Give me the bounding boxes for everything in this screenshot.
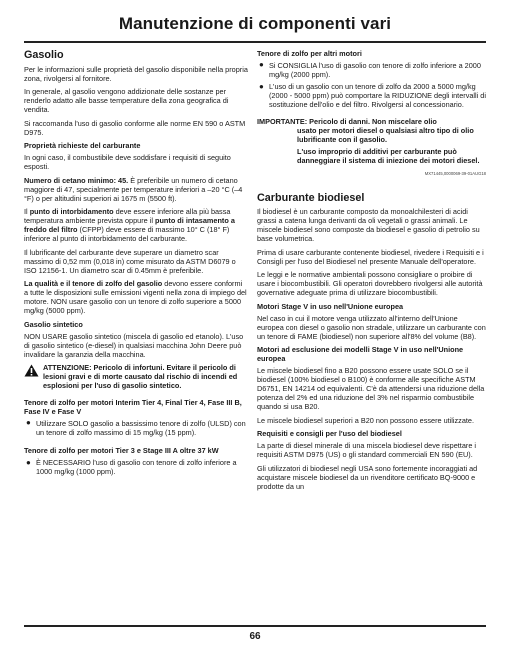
cetano-text: È preferibile un numero di cetano maggiore di 47, specialmente per temperature inferiori a –20 °C (–4 °F) o per altitudini superiori ai 1675 m (5500 ft).	[24, 175, 243, 203]
intorbidamento-bold-1: punto di intorbidamento	[29, 207, 114, 217]
warning-triangle-icon	[24, 364, 39, 379]
warning-block	[24, 363, 248, 390]
requisiti-paragraph-1: La parte di diesel minerale di una miscela biodiesel deve rispettare i requisiti ASTM D975 (US) o gli standard commerciali EN 590 (EU).	[257, 441, 477, 460]
intorbidamento-mid: deve essere inferiore alla più bassa temperatura ambiente prevista oppure il	[24, 207, 231, 226]
important-notice	[257, 117, 486, 166]
altri-bullet-1-text: Si CONSIGLIA l'uso di gasolio con tenore di zolfo inferiore a 2000 mg/kg (2000 ppm).	[269, 60, 481, 79]
zolfo-paragraph	[24, 279, 248, 315]
tier4-heading: Tenore di zolfo per motori Interim Tier 4, Final Tier 4, Fase III B, Fase IV e Fase V	[24, 397, 242, 416]
important-continuation: usato per motori diesel o qualsiasi altro tipo di olio lubrificante con il gasolio.	[297, 125, 474, 144]
biodiesel-paragraph-3: Le leggi e le normative ambientali possono consigliare o proibire di usare i biocombustibili. Gli operatori dovrebbero rivolgersi alle autorità governative adeguate prima di utilizzare biocombustibili.	[257, 270, 483, 298]
tier3-heading: Tenore di zolfo per motori Tier 3 e Stage III A oltre 37 kW	[24, 446, 219, 456]
reference-code: MX71445,0000069-39-01AUG18	[424, 170, 486, 176]
esclusione-heading: Motori ad esclusione dei modelli Stage V in uso nell'Unione europea	[257, 345, 464, 364]
proprieta-paragraph: In ogni caso, il combustibile deve soddisfare i requisiti di seguito esposti.	[24, 153, 231, 172]
tier4-bullet-text: Utilizzare SOLO gasolio a bassissimo tenore di zolfo (ULSD) con un tenore di zolfo massimo di 15 mg/kg (15 ppm).	[36, 418, 246, 437]
zolfo-text: devono essere conformi a tutte le disposizioni sulle emissioni vigenti nella zona di impiego del motore. NON usare gasolio con un tenore di zolfo superiore a 5000 mg/kg (5000 ppm).	[24, 279, 247, 316]
gasolio-paragraph-3: Si raccomanda l'uso di gasolio conforme alle norme EN 590 o ASTM D975.	[24, 118, 246, 137]
altri-bullet-1	[257, 61, 486, 79]
sintetico-paragraph: NON USARE gasolio sintetico (miscela di gasolio ed etanolo). L'uso di gasolio sintetico (e-diesel) in qualsiasi macchina John Deere può invalidare la garanzia della macchina.	[24, 331, 244, 359]
important-line-1: Pericolo di danni. Non miscelare olio	[307, 116, 437, 126]
gasolio-heading: Gasolio	[24, 49, 64, 61]
intorbidamento-rest: (CFPP) deve essere di massimo 10° C (18° F) inferiore al punto di intorbidamento del carburante.	[24, 225, 230, 244]
warning-text: ATTENZIONE: Pericolo di infortuni. Evitare il pericolo di lesioni gravi e di morte causato dal rischio di incendi ed esplosioni per l'uso di gasolio sintetico.	[43, 363, 238, 391]
intorbidamento-pre: Il	[24, 207, 30, 217]
right-column	[257, 49, 486, 495]
stage-v-paragraph: Nel caso in cui il motore venga utilizzato all'interno dell'Unione europea con diesel o gasolio non stradale, utilizzare un carburante con un tenore di FAME (biodiesel) non superiore all'8% del volume (B8).	[257, 313, 486, 341]
bullet-icon: ●	[26, 457, 31, 467]
bullet-icon: ●	[259, 60, 264, 70]
lubrificante-paragraph: Il lubrificante del carburante deve superare un diametro scar massimo di 0,52 mm (0,018 in) come misurato da ASTM D6079 o ISO 12156-1. Un diametro scar di 0.45mm è preferibile.	[24, 247, 236, 275]
altri-bullet-2	[257, 82, 486, 109]
intorbidamento-bold-2: punto di intasamento a freddo del filtro	[24, 216, 235, 235]
gasolio-paragraph-2: In generale, al gasolio vengono addizionate delle sostanze per renderlo adatto alle basse temperature della zona geografica di vendita.	[24, 87, 229, 115]
stage-v-heading: Motori Stage V in uso nell'Unione europea	[257, 302, 404, 312]
tier3-bullet-text: È NECESSARIO l'uso di gasolio con tenore di zolfo inferiore a 1000 mg/kg (1000 ppm).	[36, 457, 237, 476]
biodiesel-paragraph-1: Il biodiesel è un carburante composto da monoalchilesteri di acidi grassi a catena lunga derivanti da oli vegetali o grassi animali. Le miscele biodiesel sono composte da biodiesel e gasolio di petrolio su base volumetrica.	[257, 207, 480, 244]
altri-motori-heading: Tenore di zolfo per altri motori	[257, 49, 362, 58]
bullet-icon: ●	[26, 418, 31, 428]
intorbidamento-paragraph	[24, 207, 248, 243]
zolfo-bold: La qualità e il tenore di zolfo del gasolio	[24, 279, 163, 289]
esclusione-paragraph-1: Le miscele biodiesel fino a B20 possono essere usate SOLO se il biodiesel (100% biodiesel o B100) è conforme alle specifiche ASTM D6751, EN 14214 od equivalenti. C'è da attendersi una riduzione della potenza del 2% ed una riduzione del 3% nel risparmio combustibile quando si usa B20.	[257, 366, 485, 412]
important-paragraph-2: L'uso improprio di additivi per carburante può danneggiare il sistema di iniezione dei motori diesel.	[297, 147, 480, 166]
left-column	[24, 49, 248, 479]
tier3-bullet	[24, 458, 248, 476]
page-title: Manutenzione di componenti vari	[118, 14, 392, 33]
cetano-bold: Numero di cetano minimo: 45.	[24, 175, 129, 185]
bullet-icon: ●	[259, 81, 264, 91]
page-number: 66	[249, 631, 261, 642]
important-label: IMPORTANTE:	[257, 116, 308, 126]
requisiti-heading: Requisiti e consigli per l'uso del biodiesel	[257, 429, 402, 439]
sintetico-heading: Gasolio sintetico	[24, 320, 83, 330]
gasolio-paragraph-1: Per le informazioni sulle proprietà del gasolio disponibile nella propria zona, rivolgersi al fornitore.	[24, 64, 248, 83]
proprieta-heading: Proprietà richieste del carburante	[24, 141, 141, 151]
biodiesel-heading: Carburante biodiesel	[257, 191, 365, 204]
biodiesel-paragraph-2: Prima di usare carburante contenente biodiesel, rivedere i Requisiti e i Consigli per l'uso del Biodiesel nel presente Manuale dell'operatore.	[257, 247, 484, 266]
cetano-paragraph	[24, 176, 248, 203]
title-divider	[24, 41, 486, 43]
tier4-bullet	[24, 419, 248, 437]
footer-divider	[24, 625, 486, 627]
esclusione-paragraph-2: Le miscele biodiesel superiori a B20 non possono essere utilizzate.	[257, 415, 475, 425]
altri-bullet-2-text: L'uso di un gasolio con un tenore di zolfo da 2000 a 5000 mg/kg (2000 - 5000 ppm) può comportare la RIDUZIONE degli intervalli di sostituzione dell'olio e del filtro. Rivolgersi al concessionario.	[269, 82, 486, 110]
requisiti-paragraph-2: Gli utilizzatori di biodiesel negli USA sono fortemente incoraggiati ad acquistare miscele biodiesel da un rivenditore certificato BQ-9000 e prodotte da un	[257, 463, 478, 491]
